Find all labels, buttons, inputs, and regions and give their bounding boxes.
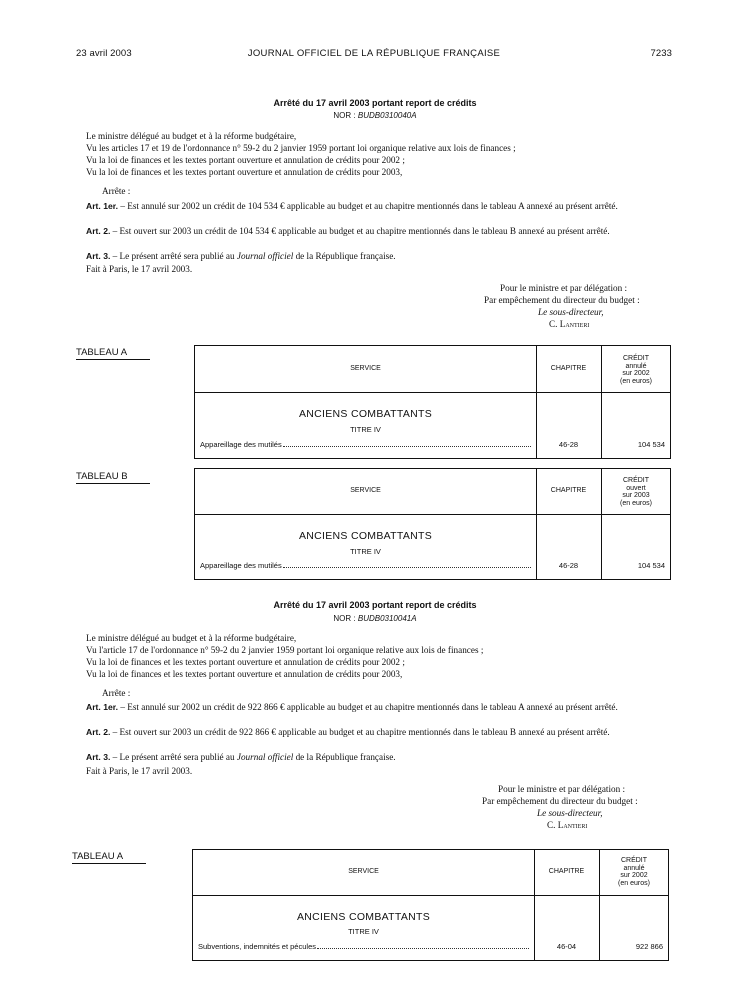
section-title: ANCIENS COMBATTANTS [298,408,433,420]
col-credit-header: CRÉDIT ouvert sur 2003 (en euros) [620,477,652,507]
tableau-a-label: TABLEAU A [76,347,150,360]
arrete-2-signature-1: Pour le ministre et par délégation : [498,784,626,794]
table-row-chapitre: 46-28 [558,440,579,449]
arrete-1-arrete: Arrête : [102,186,131,196]
arrete-1-signature-3: Le sous-directeur, [538,307,604,317]
tableau-b-table [194,468,671,580]
titre-label: TITRE IV [350,547,381,556]
arrete-1-article-1: Art. 1er. – Est annulé sur 2002 un crédit de 104 534 € applicable au budget et au chapitre mentionnés dans le tableau A annexé au présent arrêté. [86,201,618,211]
arrete-2-title: Arrêté du 17 avril 2003 portant report de crédits [273,600,477,610]
section-title: ANCIENS COMBATTANTS [298,530,433,542]
col-chapitre-header: CHAPITRE [548,868,585,875]
tableau-a-label: TABLEAU A [72,851,146,864]
table-row-credit: 104 534 [637,561,665,570]
arrete-2-arrete: Arrête : [102,688,131,698]
table-row-label: Subventions, indemnités et pécules [198,942,529,951]
header-date: 23 avril 2003 [76,48,132,59]
arrete-2-signature-4: C. Lantieri [547,820,588,830]
col-chapitre-header: CHAPITRE [550,487,587,494]
arrete-1-preamble-3: Vu la loi de finances et les textes portant ouverture et annulation de crédits pour 2002 ; [86,155,405,165]
arrete-2-preamble-1: Le ministre délégué au budget et à la réforme budgétaire, [86,633,297,643]
table-row-chapitre: 46-28 [558,561,579,570]
arrete-2-signature-2: Par empêchement du directeur du budget : [482,796,638,806]
arrete-2-article-1: Art. 1er. – Est annulé sur 2002 un crédit de 922 866 € applicable au budget et au chapitre mentionnés dans le tableau A annexé au présent arrêté. [86,702,618,712]
titre-label: TITRE IV [348,927,379,936]
arrete-1-title: Arrêté du 17 avril 2003 portant report de crédits [273,98,477,108]
titre-label: TITRE IV [350,425,381,434]
arrete-2-preamble-4: Vu la loi de finances et les textes portant ouverture et annulation de crédits pour 2003, [86,669,403,679]
arrete-1-preamble-1: Le ministre délégué au budget et à la réforme budgétaire, [86,131,297,141]
col-credit-header: CRÉDIT annulé sur 2002 (en euros) [618,857,650,887]
table-row-label: Appareillage des mutilés [200,561,531,570]
arrete-1-signature-1: Pour le ministre et par délégation : [500,283,628,293]
table-row-credit: 922 866 [635,942,663,951]
arrete-1-fait: Fait à Paris, le 17 avril 2003. [86,264,193,274]
arrete-1-preamble-2: Vu les articles 17 et 19 de l'ordonnance n° 59-2 du 2 janvier 1959 portant loi organique relative aux lois de finances ; [86,143,516,153]
col-service-header: SERVICE [350,365,381,372]
section-title: ANCIENS COMBATTANTS [296,911,431,923]
arrete-2-article-3: Art. 3. – Le présent arrêté sera publié au Journal officiel de la République française. [86,752,396,762]
arrete-2-preamble-3: Vu la loi de finances et les textes portant ouverture et annulation de crédits pour 2002 ; [86,657,405,667]
col-credit-header: CRÉDIT annulé sur 2002 (en euros) [620,355,652,385]
arrete-1-signature-4: C. Lantieri [549,319,590,329]
tableau-a-table [192,849,669,961]
arrete-2-fait: Fait à Paris, le 17 avril 2003. [86,766,193,776]
arrete-2-article-2: Art. 2. – Est ouvert sur 2003 un crédit de 922 866 € applicable au budget et au chapitre mentionnés dans le tableau B annexé au présent arrêté. [86,727,610,737]
col-chapitre-header: CHAPITRE [550,365,587,372]
page-number: 7233 [650,48,672,59]
arrete-2-preamble-2: Vu l'article 17 de l'ordonnance n° 59-2 du 2 janvier 1959 portant loi organique relative aux lois de finances ; [86,645,484,655]
arrete-2-signature-3: Le sous-directeur, [537,808,603,818]
table-row-credit: 104 534 [637,440,665,449]
arrete-1-article-2: Art. 2. – Est ouvert sur 2003 un crédit de 104 534 € applicable au budget et au chapitre mentionnés dans le tableau B annexé au présent arrêté. [86,226,610,236]
arrete-1-preamble-4: Vu la loi de finances et les textes portant ouverture et annulation de crédits pour 2003, [86,167,403,177]
tableau-a-table [194,345,671,459]
arrete-1-signature-2: Par empêchement du directeur du budget : [484,295,640,305]
tableau-b-label: TABLEAU B [76,471,150,484]
journal-title: JOURNAL OFFICIEL DE LA RÉPUBLIQUE FRANÇAISE [247,48,501,59]
arrete-1-nor: NOR : BUDB0310040A [333,111,417,120]
arrete-2-nor: NOR : BUDB0310041A [333,614,417,623]
col-service-header: SERVICE [348,868,379,875]
table-row-label: Appareillage des mutilés [200,440,531,449]
arrete-1-article-3: Art. 3. – Le présent arrêté sera publié au Journal officiel de la République française. [86,251,396,261]
table-row-chapitre: 46-04 [556,942,577,951]
col-service-header: SERVICE [350,487,381,494]
